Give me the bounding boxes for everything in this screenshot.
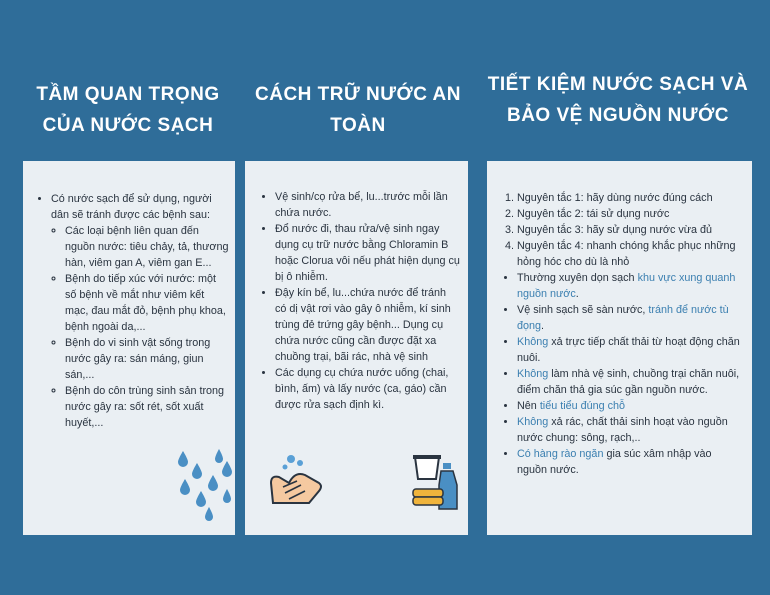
list-item: • Đậy kín bể, lu...chứa nước để tránh có dị vật rơi vào gây ô nhiễm, kí sinh trùng đẻ trứng gây bệnh... Dụng cụ chứa nước cũng cần được đặt xa chuồng trại, bãi rác, nhà vệ sinh: [275, 285, 460, 365]
list-item: 2. Nguyên tắc 2: tái sử dụng nước: [517, 206, 744, 222]
list-item: • Các dụng cụ chứa nước uống (chai, bình, ấm) và lấy nước (ca, gáo) cần được rửa sạch định kì.: [275, 365, 460, 413]
hand-washing-icon: [267, 453, 325, 509]
list-item: ◦ Bệnh do tiếp xúc với nước: một số bệnh về mắt như viêm kết mạc, đau mắt đỏ, bệnh phụ khoa, bệnh ngoài da,...: [65, 271, 229, 335]
card-saving: [487, 161, 752, 535]
heading-saving: TIẾT KIỆM NƯỚC SẠCH VÀ BẢO VỆ NGUỒN NƯỚC: [487, 74, 749, 126]
card-importance: [23, 161, 235, 535]
water-drops-icon: [175, 449, 235, 529]
list-item: 4. Nguyên tắc 4: nhanh chóng khắc phục những hỏng hóc cho dù là nhỏ: [517, 238, 744, 270]
list-item: • Không làm nhà vệ sinh, chuồng trại chăn nuôi, điểm chăn thả gia súc gần nguồn nước.: [517, 366, 744, 398]
list-item: • Thường xuyên dọn sạch khu vực xung quanh nguồn nước.: [517, 270, 744, 302]
list-item: • Không xả rác, chất thải sinh hoạt vào nguồn nước chung: sông, rạch,..: [517, 414, 744, 446]
list-item: • Có nước sạch để sử dụng, người dân sẽ tránh được các bệnh sau: ◦ Các loại bệnh liên quan đến nguồn nước: tiêu chảy, tả, thương hàn, viêm gan A, viêm gan E... ◦ Bệnh do tiếp xúc với nước: một số bệnh về mắt như viêm kết mạc, đau mắt đỏ, bệnh phụ khoa, bệnh ngoài da,... ◦ Bệnh do vi sinh vật sống trong nước gây ra: sán máng, giun sán,... ◦ Bệnh do côn trùng sinh sản trong nước gây ra: sốt rét, sốt xuất huyết,...: [51, 191, 229, 431]
list-item: • Vệ sinh/cọ rửa bể, lu...trước mỗi lần chứa nước.: [275, 189, 460, 221]
list-item: ◦ Các loại bệnh liên quan đến nguồn nước: tiêu chảy, tả, thương hàn, viêm gan A, viêm gan E...: [65, 223, 229, 271]
list-item: • Có hàng rào ngăn gia súc xâm nhập vào nguồn nước.: [517, 446, 744, 478]
heading-importance: TẦM QUAN TRỌNG CỦA NƯỚC SẠCH: [36, 84, 220, 136]
list-item: ◦ Bệnh do vi sinh vật sống trong nước gây ra: sán máng, giun sán,...: [65, 335, 229, 383]
list-item: • Đổ nước đi, thau rửa/vệ sinh ngay dụng cụ trữ nước bằng Chloramin B hoặc Clorua vôi nếu phát hiện dụng cụ bị ô nhiễm.: [275, 221, 460, 285]
list-item: • Nên tiểu tiểu đúng chỗ: [517, 398, 744, 414]
list-item: ◦ Bệnh do côn trùng sinh sản trong nước gây ra: sốt rét, sốt xuất huyết,...: [65, 383, 229, 431]
card-storage: [245, 161, 468, 535]
list-item: • Vệ sinh sạch sẽ sàn nước, tránh để nước tù đọng.: [517, 302, 744, 334]
cleaning-supplies-icon: [411, 451, 463, 513]
list-item: 1. Nguyên tắc 1: hãy dùng nước đúng cách: [517, 190, 744, 206]
heading-storage: CÁCH TRỮ NƯỚC AN TOÀN: [255, 84, 461, 136]
list-item: • Không xả trực tiếp chất thải từ hoạt động chăn nuôi.: [517, 334, 744, 366]
list-item: 3. Nguyên tắc 3: hãy sử dụng nước vừa đủ: [517, 222, 744, 238]
